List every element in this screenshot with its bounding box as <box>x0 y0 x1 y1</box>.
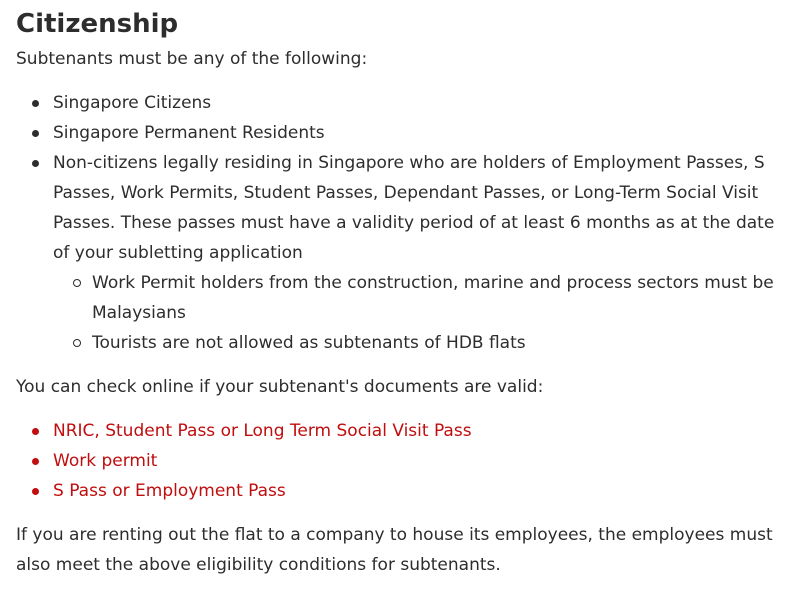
list-item-text: Singapore Permanent Residents <box>53 123 325 143</box>
link-item <box>16 446 791 476</box>
bullet-icon <box>32 100 39 107</box>
sub-list-item <box>53 268 791 328</box>
bullet-icon <box>32 160 39 167</box>
s-pass-employment-pass-link[interactable]: S Pass or Employment Pass <box>53 481 286 501</box>
eligible-list <box>16 88 791 358</box>
company-note-text: If you are renting out the flat to a company to house its employees, the employees must also meet the above eligibility conditions for subtenants. <box>16 525 773 575</box>
work-permit-link[interactable]: Work permit <box>53 451 158 471</box>
section-heading: Citizenship <box>16 9 179 39</box>
bullet-icon <box>32 130 39 137</box>
check-online-text: You can check online if your subtenant's documents are valid: <box>16 377 544 397</box>
document-check-links <box>16 416 791 506</box>
list-item <box>16 88 791 118</box>
bullet-icon <box>32 488 39 495</box>
sub-list <box>53 268 791 358</box>
hollow-bullet-icon <box>73 339 81 347</box>
sub-list-item-text: Work Permit holders from the construction, marine and process sectors must be Malaysians <box>92 273 774 323</box>
list-item <box>16 148 791 358</box>
bullet-icon <box>32 428 39 435</box>
list-item-text: Non-citizens legally residing in Singapore who are holders of Employment Passes, S Passes, Work Permits, Student Passes, Dependant Passes, or Long-Term Social Visit Passes. These passes must have a validity period of at least 6 months as at the date of your subletting application <box>53 153 775 263</box>
link-item <box>16 476 791 506</box>
sub-list-item-text: Tourists are not allowed as subtenants of HDB flats <box>92 333 526 353</box>
nric-student-pass-link[interactable]: NRIC, Student Pass or Long Term Social Visit Pass <box>53 421 472 441</box>
hollow-bullet-icon <box>73 279 81 287</box>
list-item-text: Singapore Citizens <box>53 93 212 113</box>
citizenship-section <box>16 6 791 580</box>
link-item <box>16 416 791 446</box>
intro-text: Subtenants must be any of the following: <box>16 49 368 69</box>
sub-list-item <box>53 328 791 358</box>
bullet-icon <box>32 458 39 465</box>
list-item <box>16 118 791 148</box>
